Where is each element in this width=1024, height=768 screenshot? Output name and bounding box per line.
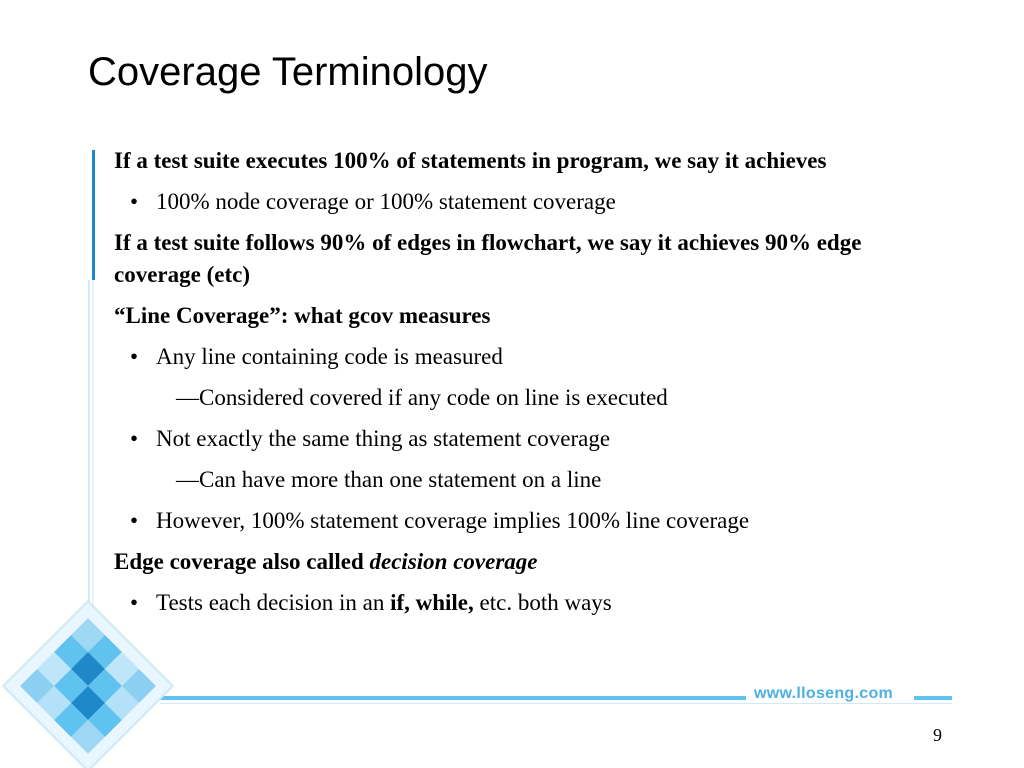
bullet-icon: •: [130, 344, 139, 369]
bullet-level1: [114, 145, 934, 177]
blue-diamond-mosaic-logo-icon: [0, 600, 175, 768]
bullet-text: If a test suite executes 100% of statements in program, we say it achieves: [114, 148, 827, 173]
bullet-level1: [114, 546, 934, 578]
footer-url: www.lloseng.com: [754, 685, 894, 702]
bullet-text: —Can have more than one statement on a line: [176, 467, 602, 492]
emphasis-text: decision coverage: [369, 549, 538, 574]
bullet-icon: •: [130, 426, 139, 451]
bullet-text: Not exactly the same thing as statement coverage: [156, 426, 611, 451]
slide-body: [114, 145, 934, 628]
bullet-text: Any line containing code is measured: [156, 344, 503, 369]
bullet-text: Tests each decision in an: [156, 590, 391, 615]
bullet-text: etc. both ways: [473, 590, 612, 615]
bullet-level3: [114, 382, 934, 414]
bullet-level2: [114, 587, 934, 619]
bullet-level2: [114, 423, 934, 455]
bullet-text: 100% node coverage or 100% statement coverage: [156, 189, 616, 214]
bullet-text: “Line Coverage”: what gcov measures: [114, 303, 491, 328]
footer-rule-left: [160, 696, 746, 700]
bullet-icon: •: [130, 590, 139, 615]
bullet-level2: [114, 505, 934, 537]
bullet-text: If a test suite follows 90% of edges in flowchart, we say it achieves 90% edge coverage (etc): [114, 230, 862, 287]
keyword-text: if, while,: [390, 590, 474, 615]
bullet-text: However, 100% statement coverage implies 100% line coverage: [156, 508, 750, 533]
footer-rule-thin: [160, 703, 952, 704]
footer-rule-right: [914, 696, 952, 700]
slide-title: Coverage Terminology: [88, 50, 488, 94]
bullet-icon: •: [130, 508, 139, 533]
page-number: 9: [933, 725, 942, 745]
bullet-text: —Considered covered if any code on line is executed: [176, 385, 668, 410]
bullet-level3: [114, 464, 934, 496]
bullet-level1: [114, 227, 934, 291]
bullet-level1: [114, 300, 934, 332]
bullet-text: Edge coverage also called: [114, 549, 370, 574]
bullet-level2: [114, 186, 934, 218]
bullet-icon: •: [130, 189, 139, 214]
bullet-level2: [114, 341, 934, 373]
